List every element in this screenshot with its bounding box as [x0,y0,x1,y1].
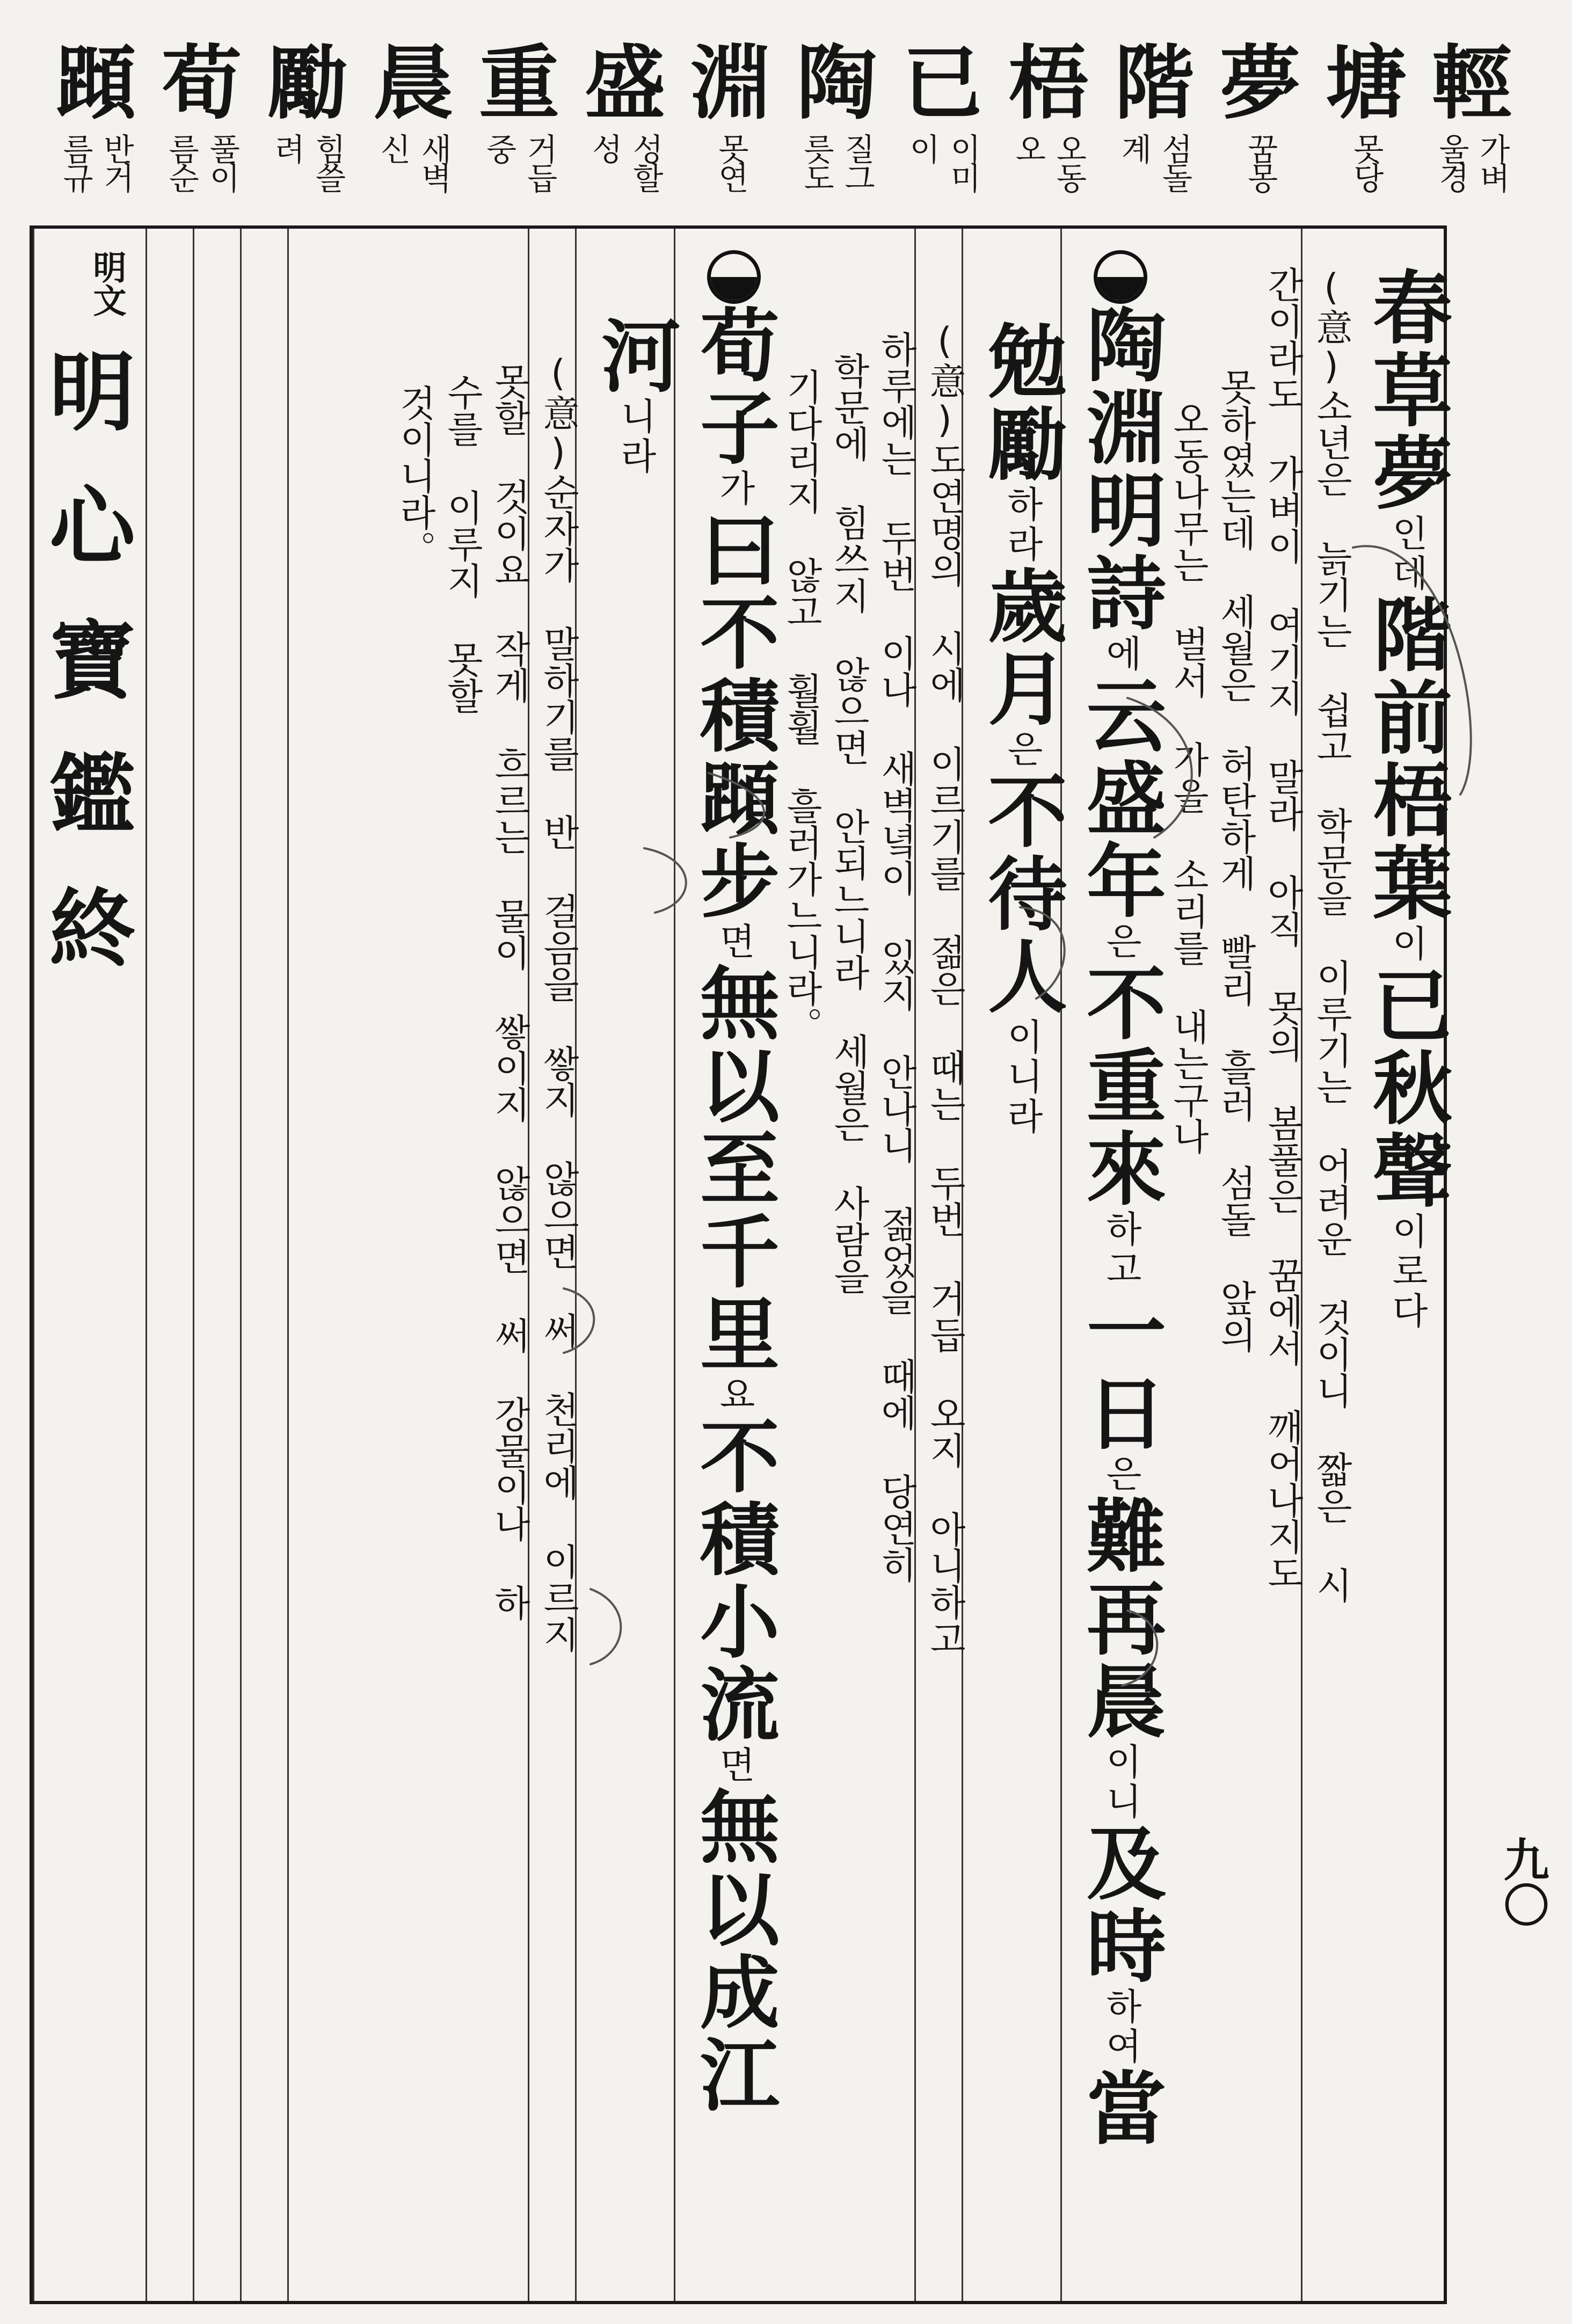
empty-column [193,229,240,2301]
reading-line: 이 [904,133,941,162]
reading-line: 풀이 [203,133,241,191]
translation-line: (意)순자가 말하기를 반 걸음을 쌓지 않으면 써 천리에 이르지 [537,352,579,1652]
hanja-text: 階前梧葉 [1360,594,1453,924]
glossary-reading [1011,133,1086,219]
translation-line: 것이니라。 [394,384,436,567]
page-number: 九〇 [1496,1836,1549,1927]
glossary-hanja: 陶 [796,36,877,130]
glossary-reading [376,133,451,219]
translation-column [820,229,870,2301]
translation-column [914,229,966,2301]
translation-line: 기다리지 않고 훨훨 흘러가느니라。 [780,368,823,1043]
reading-line: 질그 [839,133,876,191]
glossary-entry [894,38,991,220]
ruby-ending: 면 [713,1746,755,1786]
verse-line-4 [684,250,784,2116]
translation-line: 오동나무는 벌서 가을 소리를 내는구나 [1167,400,1209,1154]
translation-line: 수를 이루지 못할 [441,374,483,714]
reading-line: 오동 [1050,133,1087,191]
glossary-entry [1423,38,1520,220]
glossary-reading [693,133,768,219]
reading-line: 섬돌 [1156,133,1193,191]
hanja-text: 不積小流 [687,1415,781,1746]
verse-column-3 [962,229,1068,2301]
section-marker-icon [1094,250,1147,304]
glossary-entry [471,38,567,220]
glossary-hanja: 階 [1114,36,1195,130]
ruby-ending: 가 [713,469,755,509]
reading-line: 거듭 [521,133,558,191]
ruby-ending: 인데 [1386,514,1428,594]
ruby-ending: 은 [1100,922,1142,962]
ruby-ending: 은 [1100,1455,1142,1495]
glossary-hanja: 蹞 [55,36,136,130]
book-title: 明心寶鑑終 [35,347,136,1018]
verse-column-2 [1060,229,1167,2301]
verse-column-5 [575,229,682,2301]
glossary-entry [1212,38,1308,220]
ruby-ending: 은 [1001,730,1043,770]
glossary-entry [1106,38,1203,220]
translation-column [867,229,917,2301]
hanja-text: 歲月 [975,565,1068,730]
translation-column [481,229,528,2301]
reading-line: 반거 [98,133,135,191]
hanja-text: 不重來 [1074,962,1167,1210]
hanja-text: 云盛年 [1074,674,1167,922]
empty-column [287,229,386,2301]
glossary-hanja: 盛 [585,36,666,130]
translation-column [528,229,579,2301]
translation-line: 하루에는 두번 이나 새벽녘이 있지 안나니 젊었을 때에 당연히 [875,331,917,1583]
reading-line: 오 [1009,133,1046,162]
ruby-ending: 요 [713,1375,755,1415]
book-title-column [33,229,145,2301]
translation-column [1301,229,1352,2301]
reading-line: 이미 [944,133,981,191]
translation-line: (意)도연명의 시에 이르기를 젊은 때는 두번 거듭 오지 아니하고 [923,320,966,1657]
translation-column [1254,229,1304,2301]
source-label: 明文 [88,250,127,317]
translation-line: 간이라도 가벼이 여기지 말라 아직 못의 봄풀은 꿈에서 깨어나지도 [1261,266,1304,1591]
reading-line: 울경 [1433,133,1470,191]
ruby-ending: 이니라 [1001,1018,1043,1137]
glossary-reading [587,133,663,219]
glossary-reading [1434,133,1509,219]
hanja-text: 不待人 [975,770,1068,1018]
hanja-text: 勉勵 [975,320,1068,485]
ruby-ending: 하여 [1100,1987,1142,2067]
section-marker-icon [707,250,761,304]
glossary-reading [1117,133,1192,219]
ruby-ending: 면 [713,922,755,962]
glossary-hanja: 荀 [161,36,242,130]
reading-line: 성 [586,133,623,162]
hanja-text: 無以至千里 [687,962,781,1375]
verse-column-1 [1348,229,1453,2301]
reading-line: 계 [1116,133,1152,162]
verse-line-5 [585,315,685,477]
glossary-reading [1328,133,1403,219]
reading-line: 못연 [712,133,749,191]
hanja-text: 荀子 [687,304,781,469]
empty-column [145,229,193,2301]
glossary-entry [577,38,673,220]
translation-line: (意)소년은 늙기는 쉽고 학문을 이루기는 어려운 것이니 짧은 시 [1310,266,1352,1603]
glossary [43,38,1525,220]
glossary-entry [682,38,779,220]
glossary-reading [59,133,134,219]
glossary-reading [905,133,980,219]
reading-line: 꿈몽 [1242,133,1279,191]
hanja-text: 曰不積蹞步 [687,509,781,922]
glossary-hanja: 勵 [267,36,348,130]
translation-line: 못하였는데 세월은 허탄하게 빨리 흘러 섬돌 앞의 [1214,368,1256,1353]
glossary-entry [48,38,144,220]
ruby-ending: 이니 [1100,1743,1142,1822]
reading-line: 름규 [57,133,94,191]
reading-line: 려 [268,133,305,162]
hanja-text: 陶淵明詩 [1074,304,1167,635]
glossary-hanja: 塘 [1326,36,1407,130]
glossary-reading [799,133,875,219]
reading-line: 릇도 [798,133,835,191]
ruby-ending: 하고 [1100,1210,1142,1290]
glossary-hanja: 輕 [1431,36,1512,130]
ruby-ending: 에 [1100,635,1142,674]
hanja-text: 已秋聲 [1360,964,1453,1212]
hanja-text: 河 [588,315,682,397]
glossary-hanja: 夢 [1220,36,1301,130]
reading-line: 힘쓸 [309,133,346,191]
verse-column-4 [674,229,781,2301]
verse-line-1 [1357,266,1457,1331]
glossary-hanja: 淵 [690,36,772,130]
verse-line-3 [972,320,1072,1137]
hanja-text: 當 [1074,2067,1167,2150]
reading-line: 가벼 [1474,133,1511,191]
glossary-entry [154,38,250,220]
ruby-ending: 이로다 [1386,1212,1428,1331]
glossary-reading [1222,133,1298,219]
translation-line: 못할 것이요 작게 흐르는 물이 쌓이지 않으면 써 강물이나 하 [488,363,530,1621]
reading-line: 성할 [627,133,664,191]
translation-column [1206,229,1254,2301]
ruby-ending: 니라 [614,397,657,477]
glossary-reading [164,133,239,219]
reading-line: 못당 [1348,133,1385,191]
hanja-text: 春草夢 [1360,266,1453,514]
main-text-frame [30,225,1453,2304]
hanja-text: 及時 [1074,1822,1167,1987]
glossary-reading [482,133,557,219]
glossary-hanja: 梧 [1008,36,1089,130]
hanja-text: 難再晨 [1074,1495,1167,1743]
glossary-hanja: 已 [902,36,983,130]
reading-line: 름순 [163,133,200,191]
ruby-ending: 이 [1386,924,1428,964]
glossary-entry [1318,38,1414,220]
verse-line-2 [1071,250,1170,2150]
translation-line: 학문에 힘쓰지 않으면 안되느니라 세월은 사람을 [827,352,870,1294]
glossary-hanja: 晨 [373,36,454,130]
glossary-entry [1000,38,1097,220]
glossary-reading [270,133,345,219]
ruby-ending: 하라 [1001,485,1043,565]
translation-column [386,229,436,2301]
glossary-entry [789,38,885,220]
reading-line: 중 [481,133,518,162]
hanja-text: 一日 [1074,1290,1167,1455]
hanja-text: 無以成江 [687,1786,781,2116]
empty-column [240,229,287,2301]
glossary-entry [365,38,462,220]
glossary-entry [259,38,356,220]
reading-line: 새벽 [416,133,452,191]
glossary-hanja: 重 [479,36,560,130]
translation-column [433,229,481,2301]
reading-line: 신 [375,133,411,162]
